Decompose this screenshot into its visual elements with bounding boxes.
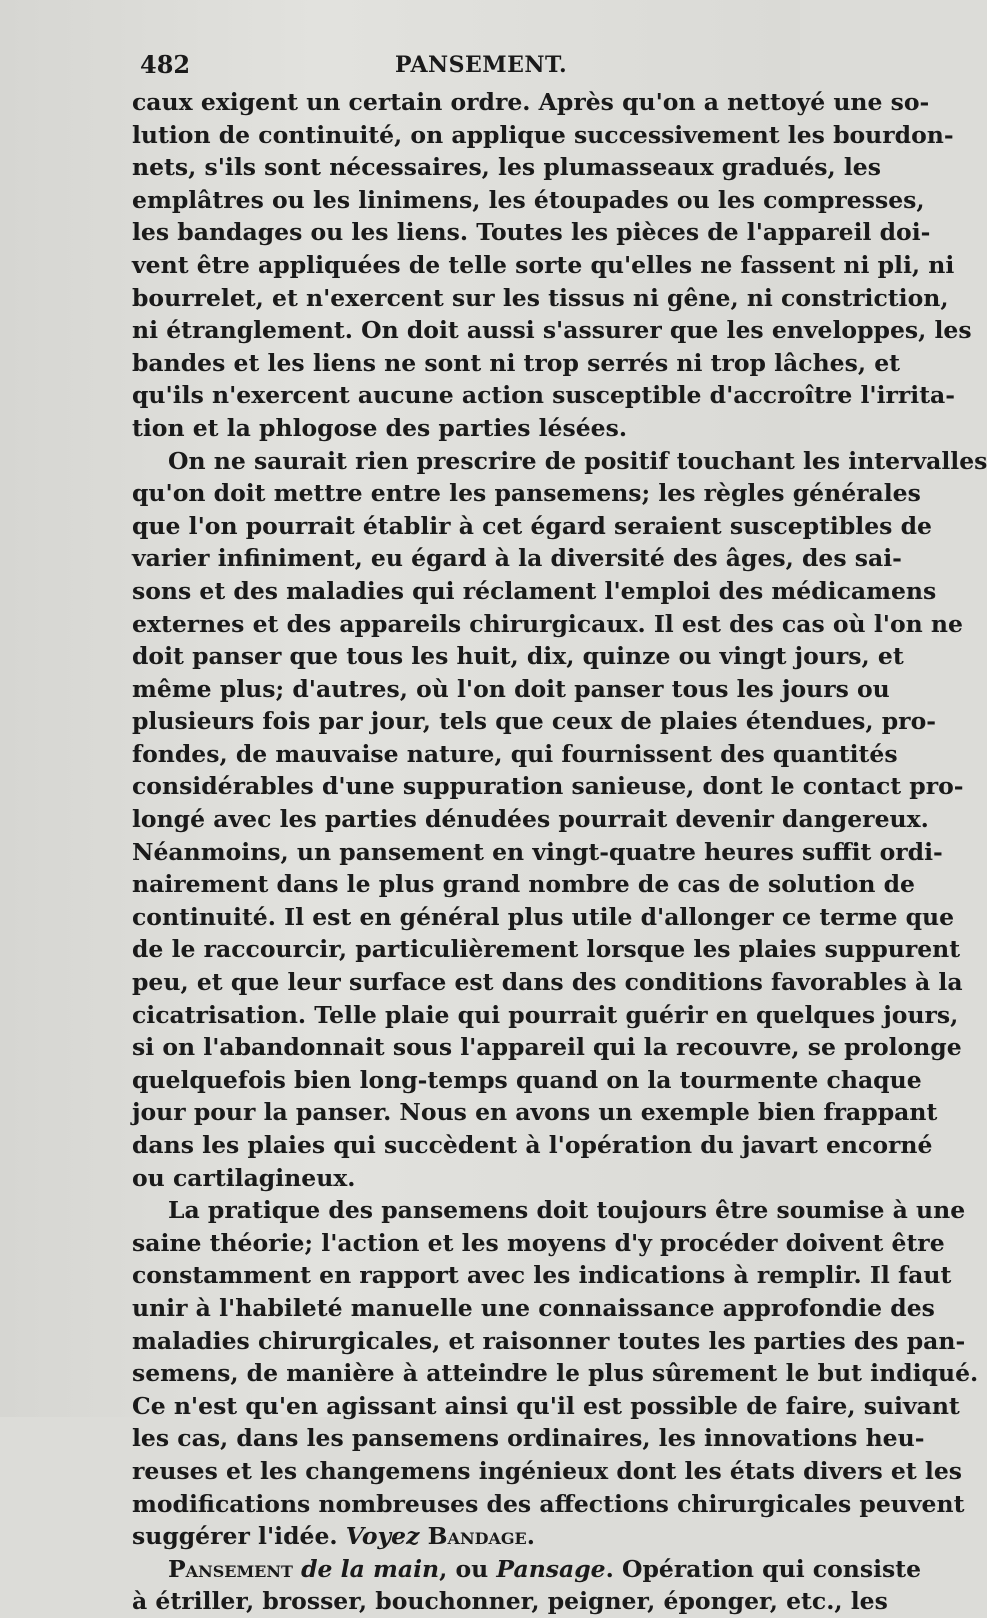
text-line: les cas, dans les pansemens ordinaires, les innovations heu- [132,1424,925,1453]
text-line: Néanmoins, un pansement en vingt-quatre heures suffit ordi- [132,837,943,866]
text-line: lution de continuité, on applique successivement les bourdon- [132,120,954,149]
text-line: maladies chirurgicales, et raisonner toutes les parties des pan- [132,1326,966,1355]
text-line: reuses et les changemens ingénieux dont les états divers et les [132,1456,963,1485]
text-line: On ne saurait rien prescrire de positif touchant les intervalles [168,446,987,475]
text-line: que l'on pourrait établir à cet égard seraient susceptibles de [132,511,932,540]
text-line: sons et des maladies qui réclament l'emploi des médicamens [132,576,937,605]
entry-headword-line [132,1553,922,1586]
text-line: à étriller, brosser, bouchonner, peigner, éponger, etc., les [132,1587,888,1616]
text-line: cicatrisation. Telle plaie qui pourrait guérir en quelques jours, [132,1000,959,1029]
text-line: modifications nombreuses des affections chirurgicales peuvent [132,1489,965,1518]
entry-qualifier: de la main [301,1554,440,1583]
entry-synonym: Pansage [496,1554,606,1583]
text-line: Ce n'est qu'en agissant ainsi qu'il est possible de faire, suivant [132,1391,960,1420]
text-line: longé avec les parties dénudées pourrait devenir dangereux. [132,805,929,834]
text-line: varier infiniment, eu égard à la diversité des âges, des sai- [132,544,902,573]
text-line: peu, et que leur surface est dans des conditions favorables à la [132,968,963,997]
text-line: saine théorie; l'action et les moyens d'y procéder doivent être [132,1228,945,1257]
running-head: PANSEMENT. [395,52,568,78]
text-line: constamment en rapport avec les indications à remplir. Il faut [132,1261,952,1290]
text-run: , ou [439,1554,489,1583]
text-line: bandes et les liens ne sont ni trop serrés ni trop lâches, et [132,348,901,377]
text-line: fondes, de mauvaise nature, qui fournissent des quantités [132,739,898,768]
page-number: 482 [140,50,191,79]
page-header [140,50,780,84]
text-line: quelquefois bien long-temps quand on la tourmente chaque [132,1065,922,1094]
text-line: considérables d'une suppuration sanieuse, dont le contact pro- [132,772,964,801]
text-line: jour pour la panser. Nous en avons un exemple bien frappant [132,1098,938,1127]
text-run: suggérer l'idée. [132,1522,338,1551]
text-line: emplâtres ou les linimens, les étoupades ou les compresses, [132,185,925,214]
text-line: ou cartilagineux. [132,1163,356,1192]
cross-reference: Bandage. [427,1522,535,1551]
text-line: La pratique des pansemens doit toujours être soumise à une [168,1196,966,1225]
text-line: bourrelet, et n'exercent sur les tissus ni gêne, ni constriction, [132,283,949,312]
text-line: si on l'abandonnait sous l'appareil qui la recouvre, se prolonge [132,1033,962,1062]
body-text [132,86,987,1618]
text-line: ni étranglement. On doit aussi s'assurer que les enveloppes, les [132,316,972,345]
text-line: caux exigent un certain ordre. Après qu'on a nettoyé une so- [132,88,930,116]
text-line: nets, s'ils sont nécessaires, les plumasseaux gradués, les [132,153,881,182]
entry-headword: Pansement [168,1554,293,1583]
text-line [132,1520,784,1553]
text-line: qu'ils n'exercent aucune action susceptible d'accroître l'irrita- [132,381,956,410]
text-line: doit panser que tous les huit, dix, quinze ou vingt jours, et [132,642,904,671]
text-line: même plus; d'autres, où l'on doit panser tous les jours ou [132,674,890,703]
text-line: de le raccourcir, particulièrement lorsque les plaies suppurent [132,935,961,964]
text-line: dans les plaies qui succèdent à l'opération du javart encorné [132,1131,933,1159]
text-line: externes et des appareils chirurgicaux. Il est des cas où l'on ne [132,609,963,638]
text-line: unir à l'habileté manuelle une connaissance approfondie des [132,1293,935,1322]
text-line: nairement dans le plus grand nombre de cas de solution de [132,870,915,899]
text-line: qu'on doit mettre entre les pansemens; les règles générales [132,479,921,508]
text-line: les bandages ou les liens. Toutes les pièces de l'appareil doi- [132,218,931,247]
text-run: . Opération qui consiste [605,1554,922,1583]
text-line: vent être appliquées de telle sorte qu'elles ne fassent ni pli, ni [132,250,955,279]
text-line: semens, de manière à atteindre le plus sûrement le but indiqué. [132,1359,979,1388]
text-line: plusieurs fois par jour, tels que ceux de plaies étendues, pro- [132,707,936,736]
text-line: continuité. Il est en général plus utile d'allonger ce terme que [132,902,955,931]
text-line: tion et la phlogose des parties lésées. [132,413,628,442]
see-also-word: Voyez [345,1522,420,1551]
